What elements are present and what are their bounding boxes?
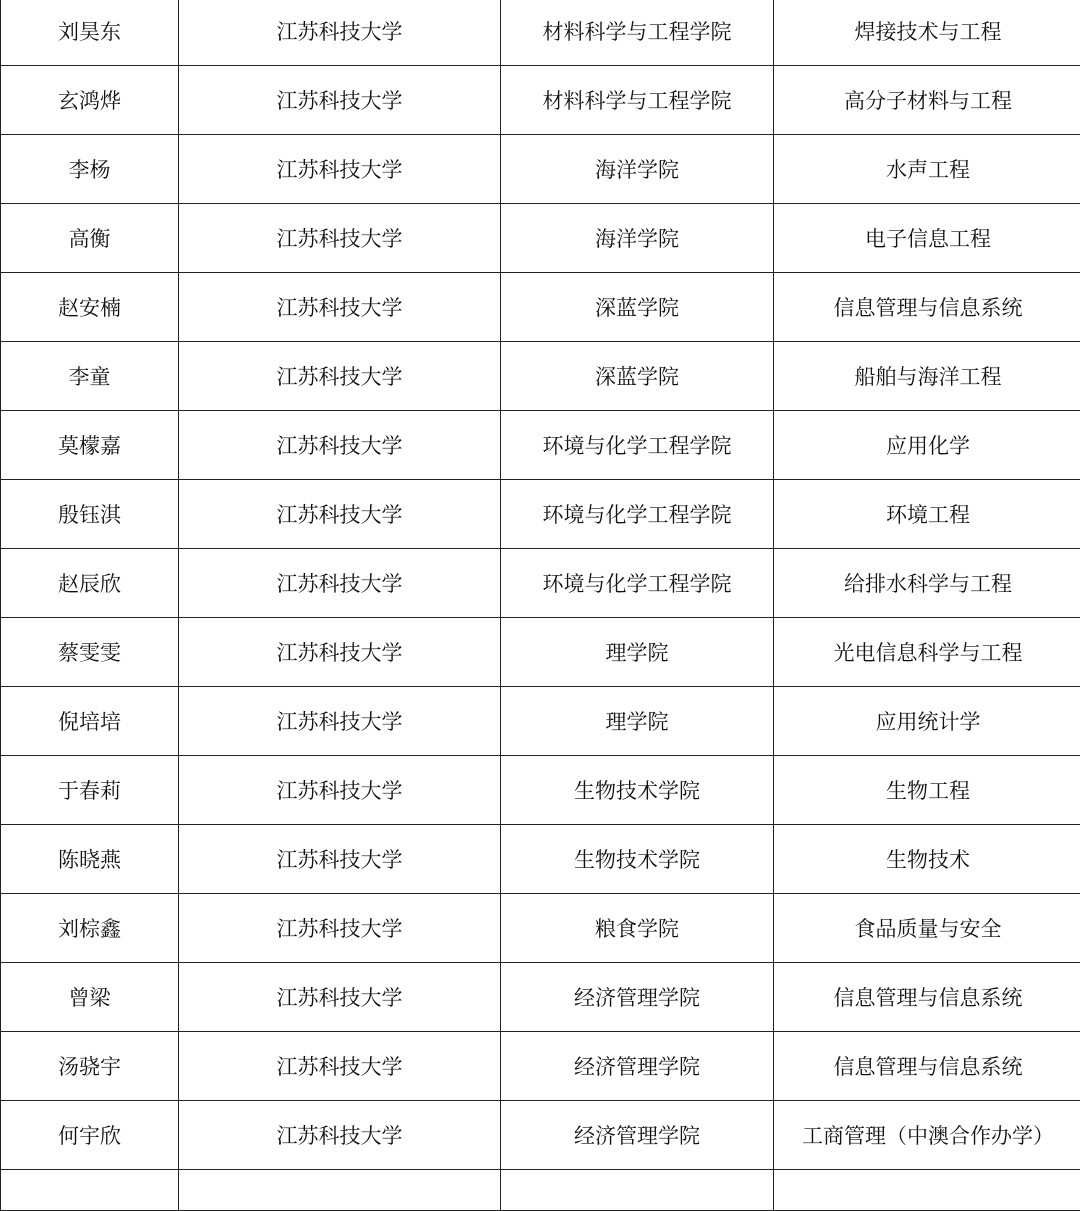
cell-university: 江苏科技大学 — [179, 1101, 501, 1170]
cell-major: 食品质量与安全 — [774, 894, 1080, 963]
cell-name: 殷钰淇 — [1, 480, 179, 549]
table-row — [1, 756, 1080, 825]
cell-name: 于春莉 — [1, 756, 179, 825]
cell-university: 江苏科技大学 — [179, 135, 501, 204]
cell-major: 给排水科学与工程 — [774, 549, 1080, 618]
cell-name: 曾梁 — [1, 963, 179, 1032]
cell-university: 江苏科技大学 — [179, 411, 501, 480]
cell-name: 刘昊东 — [1, 0, 179, 66]
table-row — [1, 1032, 1080, 1101]
cell-college: 环境与化学工程学院 — [501, 480, 774, 549]
cell-major: 信息管理与信息系统 — [774, 963, 1080, 1032]
cell-major: 信息管理与信息系统 — [774, 1032, 1080, 1101]
table-row — [1, 0, 1080, 66]
table-row — [1, 411, 1080, 480]
cell-name: 赵辰欣 — [1, 549, 179, 618]
cell-college: 生物技术学院 — [501, 825, 774, 894]
cell-major: 生物工程 — [774, 756, 1080, 825]
roster-body — [1, 0, 1080, 1211]
cell-college: 粮食学院 — [501, 894, 774, 963]
empty-cell — [774, 1170, 1080, 1211]
cell-university: 江苏科技大学 — [179, 618, 501, 687]
cell-university: 江苏科技大学 — [179, 66, 501, 135]
cell-major: 电子信息工程 — [774, 204, 1080, 273]
cell-name: 玄鸿烨 — [1, 66, 179, 135]
cell-major: 焊接技术与工程 — [774, 0, 1080, 66]
cell-university: 江苏科技大学 — [179, 756, 501, 825]
cell-name: 赵安楠 — [1, 273, 179, 342]
cell-name: 倪培培 — [1, 687, 179, 756]
table-row — [1, 894, 1080, 963]
cell-college: 材料科学与工程学院 — [501, 0, 774, 66]
cell-college: 经济管理学院 — [501, 1101, 774, 1170]
cell-major: 船舶与海洋工程 — [774, 342, 1080, 411]
cell-major: 应用化学 — [774, 411, 1080, 480]
cell-major: 光电信息科学与工程 — [774, 618, 1080, 687]
table-row — [1, 204, 1080, 273]
cell-university: 江苏科技大学 — [179, 273, 501, 342]
cell-major: 水声工程 — [774, 135, 1080, 204]
cell-name: 何宇欣 — [1, 1101, 179, 1170]
cell-college: 理学院 — [501, 618, 774, 687]
cell-college: 环境与化学工程学院 — [501, 549, 774, 618]
cell-name: 汤骁宇 — [1, 1032, 179, 1101]
empty-cell — [501, 1170, 774, 1211]
table-row — [1, 66, 1080, 135]
table-row — [1, 1101, 1080, 1170]
cell-college: 材料科学与工程学院 — [501, 66, 774, 135]
empty-cell — [179, 1170, 501, 1211]
cell-major: 高分子材料与工程 — [774, 66, 1080, 135]
cell-university: 江苏科技大学 — [179, 687, 501, 756]
table-row — [1, 963, 1080, 1032]
cell-university: 江苏科技大学 — [179, 963, 501, 1032]
cell-name: 莫檬嘉 — [1, 411, 179, 480]
cell-college: 经济管理学院 — [501, 963, 774, 1032]
cell-name: 李童 — [1, 342, 179, 411]
table-row — [1, 549, 1080, 618]
cell-major: 应用统计学 — [774, 687, 1080, 756]
cell-name: 刘棕鑫 — [1, 894, 179, 963]
cell-college: 环境与化学工程学院 — [501, 411, 774, 480]
cell-name: 陈晓燕 — [1, 825, 179, 894]
cell-university: 江苏科技大学 — [179, 894, 501, 963]
table-row — [1, 618, 1080, 687]
empty-cell — [1, 1170, 179, 1211]
cell-university: 江苏科技大学 — [179, 204, 501, 273]
cell-college: 深蓝学院 — [501, 342, 774, 411]
table-row — [1, 342, 1080, 411]
cell-college: 海洋学院 — [501, 204, 774, 273]
cell-university: 江苏科技大学 — [179, 0, 501, 66]
cell-major: 生物技术 — [774, 825, 1080, 894]
cell-major: 环境工程 — [774, 480, 1080, 549]
cell-university: 江苏科技大学 — [179, 825, 501, 894]
table-row — [1, 273, 1080, 342]
cell-name: 高衡 — [1, 204, 179, 273]
cell-name: 蔡雯雯 — [1, 618, 179, 687]
cell-college: 海洋学院 — [501, 135, 774, 204]
table-row — [1, 135, 1080, 204]
cell-college: 深蓝学院 — [501, 273, 774, 342]
table-row — [1, 687, 1080, 756]
cell-name: 李杨 — [1, 135, 179, 204]
table-row — [1, 480, 1080, 549]
cell-major: 信息管理与信息系统 — [774, 273, 1080, 342]
cell-university: 江苏科技大学 — [179, 342, 501, 411]
cell-university: 江苏科技大学 — [179, 480, 501, 549]
cell-major: 工商管理（中澳合作办学） — [774, 1101, 1080, 1170]
cell-college: 生物技术学院 — [501, 756, 774, 825]
cell-college: 理学院 — [501, 687, 774, 756]
table-row — [1, 825, 1080, 894]
cell-college: 经济管理学院 — [501, 1032, 774, 1101]
table-row-partial — [1, 1170, 1080, 1211]
cell-university: 江苏科技大学 — [179, 1032, 501, 1101]
cell-university: 江苏科技大学 — [179, 549, 501, 618]
